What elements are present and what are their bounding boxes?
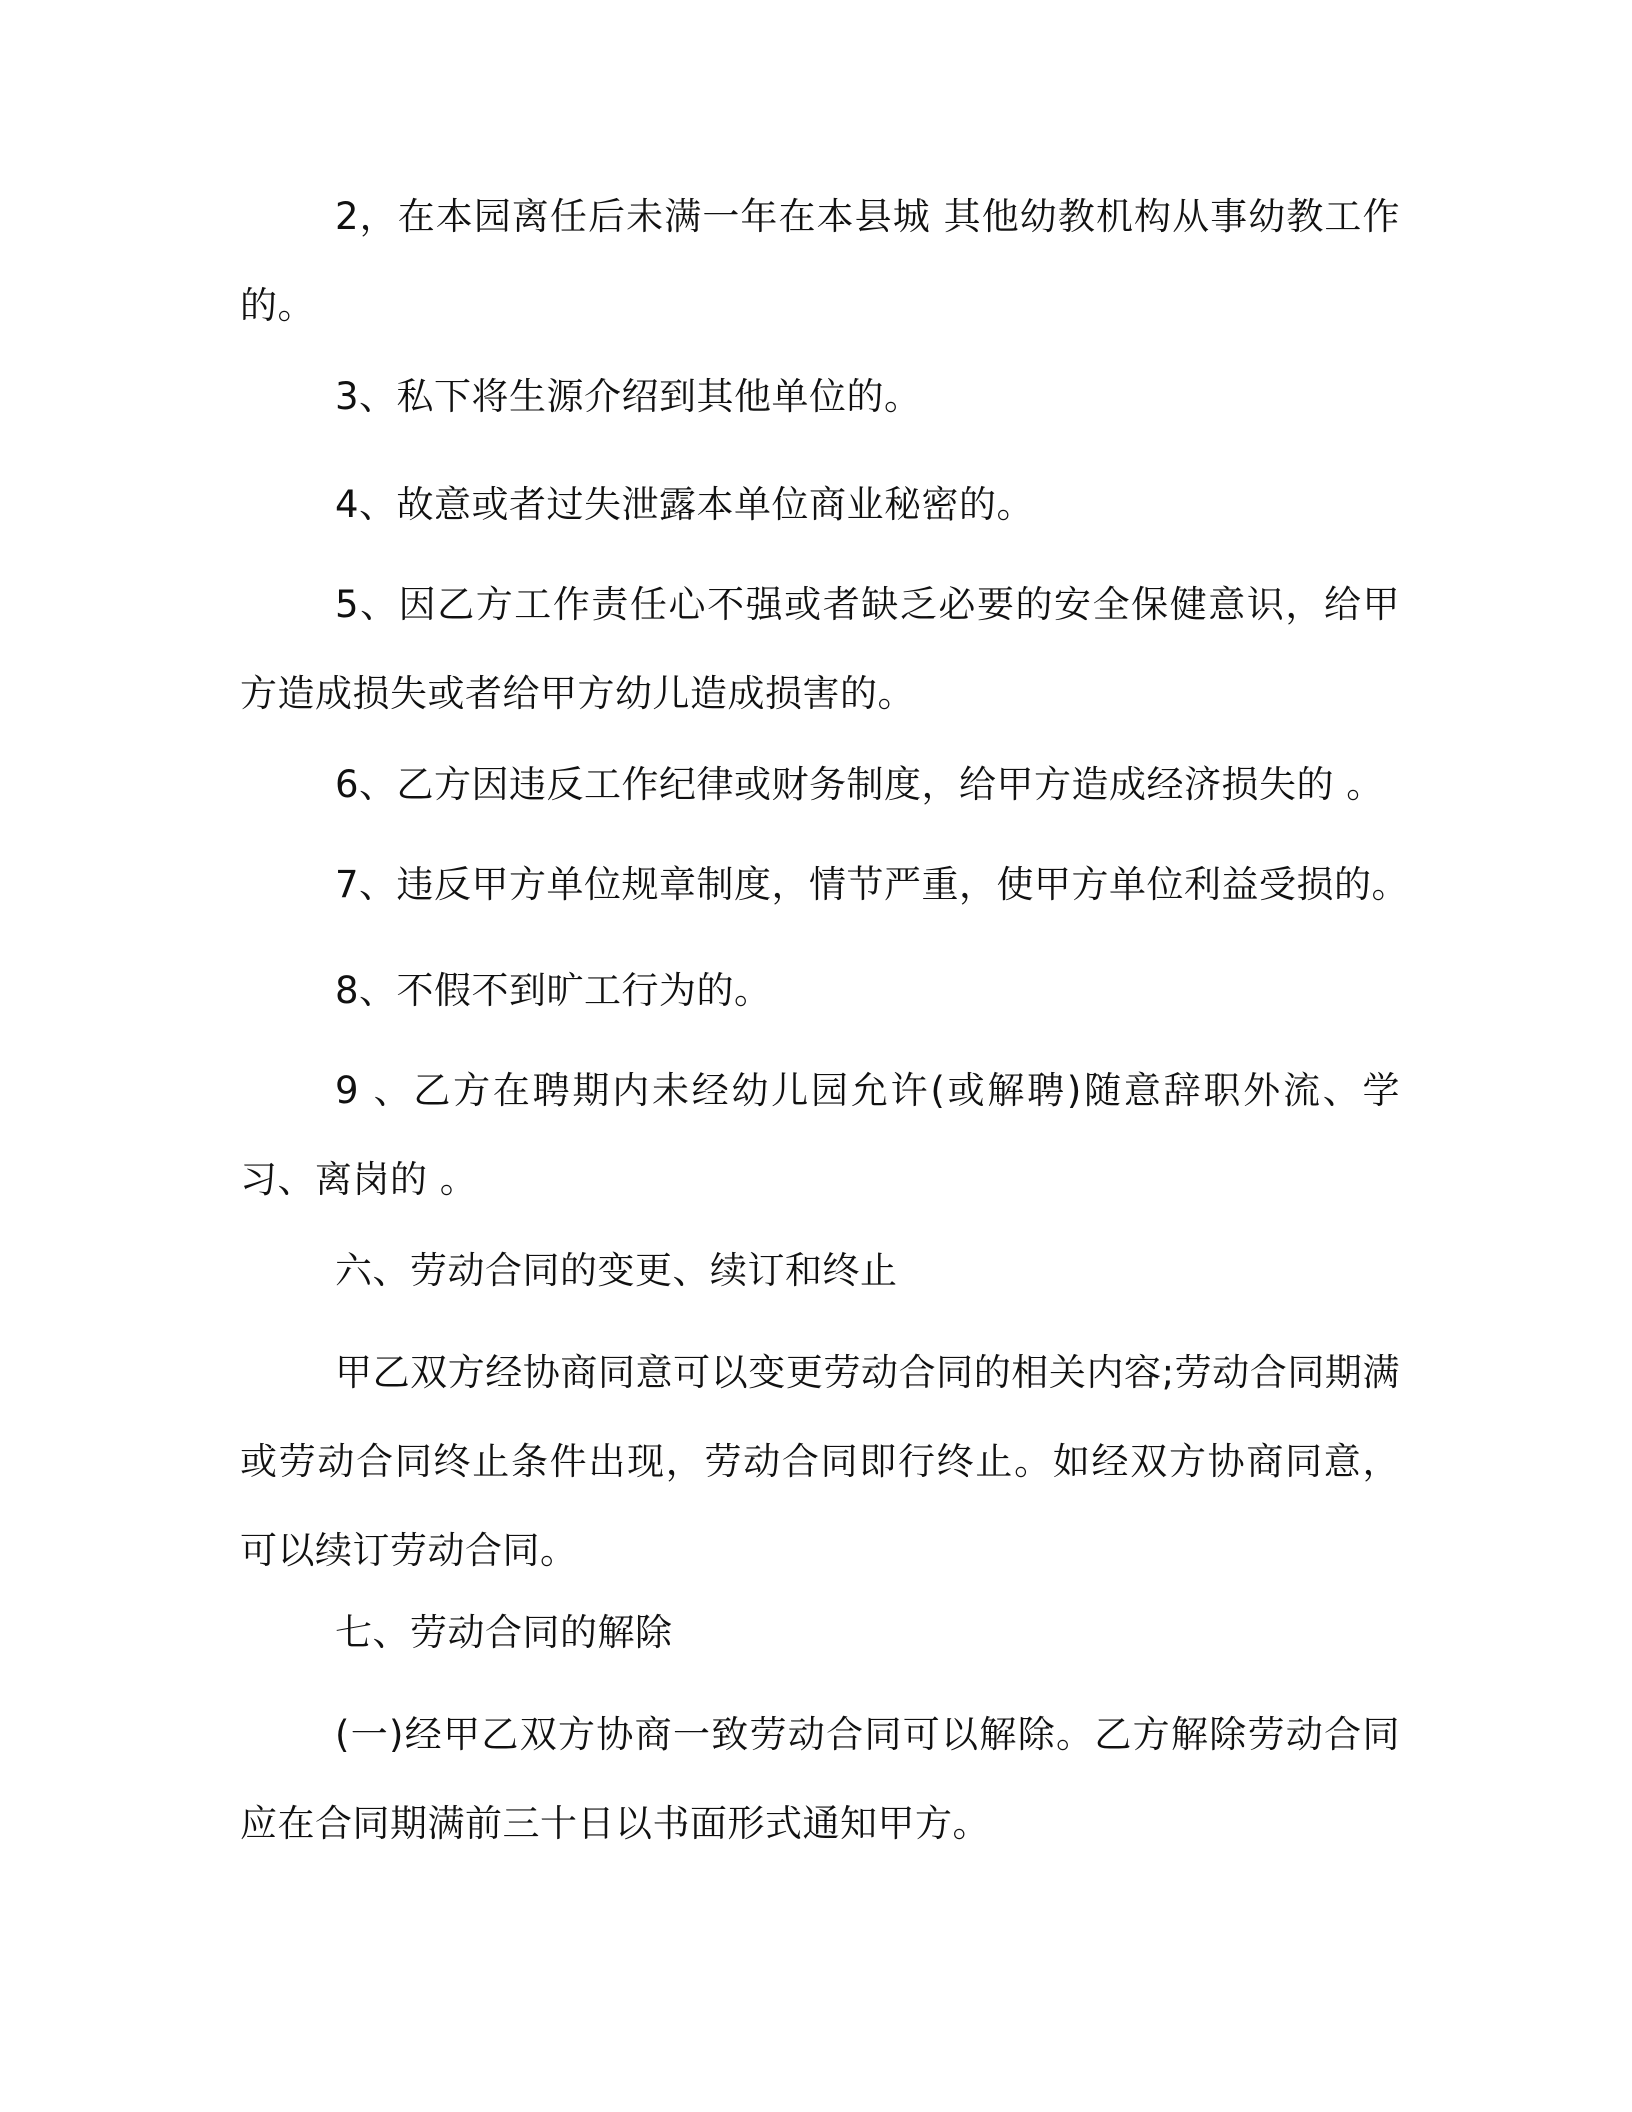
paragraph-item-6: 6、乙方因违反工作纪律或财务制度，给甲方造成经济损失的 。 bbox=[335, 763, 1384, 806]
paragraph-item-7: 7、违反甲方单位规章制度，情节严重，使甲方单位利益受损的。 bbox=[335, 863, 1410, 906]
paragraph-item-5: 5、因乙方工作责任心不强或者缺乏必要的安全保健意识，给甲方造成损失或者给甲方幼儿造成损害的。 bbox=[240, 583, 1400, 715]
paragraph-contract-termination: (一)经甲乙双方协商一致劳动合同可以解除。乙方解除劳动合同应在合同期满前三十日以书面形式通知甲方。 bbox=[240, 1713, 1400, 1845]
paragraph-item-3: 3、私下将生源介绍到其他单位的。 bbox=[335, 375, 922, 418]
paragraph-item-2: 2，在本园离任后未满一年在本县城 其他幼教机构从事幼教工作的。 bbox=[240, 195, 1400, 327]
paragraph-item-9: 9 、乙方在聘期内未经幼儿园允许(或解聘)随意辞职外流、学习、离岗的 。 bbox=[240, 1069, 1400, 1201]
paragraph-item-8: 8、不假不到旷工行为的。 bbox=[335, 969, 772, 1012]
paragraph-item-4: 4、故意或者过失泄露本单位商业秘密的。 bbox=[335, 483, 1035, 526]
paragraph-contract-change: 甲乙双方经协商同意可以变更劳动合同的相关内容;劳动合同期满或劳动合同终止条件出现，劳动合同即行终止。如经双方协商同意，可以续订劳动合同。 bbox=[240, 1351, 1400, 1572]
section-heading-six: 六、劳动合同的变更、续订和终止 bbox=[335, 1249, 898, 1292]
section-heading-seven: 七、劳动合同的解除 bbox=[335, 1611, 673, 1654]
